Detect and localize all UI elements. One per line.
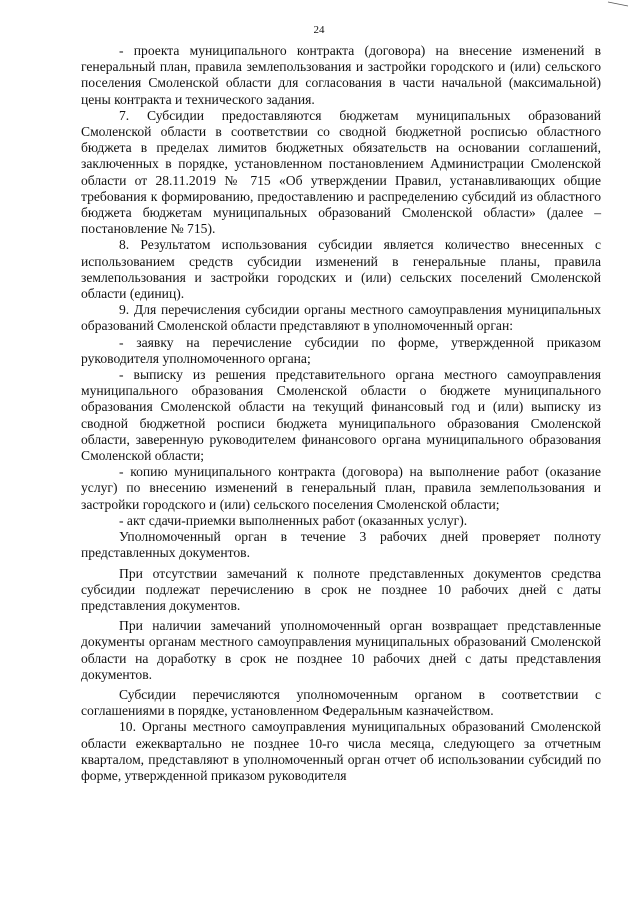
pen-mark xyxy=(606,0,630,10)
paragraph: При наличии замечаний уполномоченный орган возвращает представленные документы органам местного самоуправления муниципальных образований Смоленской области на доработку в срок не позднее 10 рабочих дней с даты представления документов. xyxy=(81,618,601,682)
paragraph: Субсидии перечисляются уполномоченным органом в соответствии с соглашениями в порядке, установленном Федеральным казначейством. xyxy=(81,686,601,719)
document-body xyxy=(81,43,601,784)
paragraph: - проекта муниципального контракта (договора) на внесение изменений в генеральный план, правила землепользования и застройки городского и (или) сельского поселения Смоленской области для согласования в части начальной (максимальной) цены контракта и технического задания. xyxy=(81,43,601,107)
paragraph: 7. Субсидии предоставляются бюджетам муниципальных образований Смоленской области в соответствии со сводной бюджетной росписью областного бюджета в пределах лимитов бюджетных обязательств на основании соглашений, заключенных в порядке, установленном постановлением Администрации Смоленской области от 28.11.2019 № 715 «Об утверждении Правил, устанавливающих общие требования к формированию, предоставлению и распределению субсидий из областного бюджета бюджетам муниципальных образований Смоленской области» (далее – постановление № 715). xyxy=(81,107,601,237)
page-number: 24 xyxy=(313,24,325,36)
paragraph: - копию муниципального контракта (договора) на выполнение работ (оказание услуг) по внесению изменений в генеральный план, правила землепользования и застройки городского и (или) сельского поселения Смоленской области; xyxy=(81,464,601,512)
paragraph: 10. Органы местного самоуправления муниципальных образований Смоленской области ежеквартально не позднее 10-го числа месяца, следующего за отчетным кварталом, представляют в уполномоченный орган отчет об использовании субсидий по форме, утвержденной приказом руководителя xyxy=(81,719,601,783)
paragraph: Уполномоченный орган в течение 3 рабочих дней проверяет полноту представленных документов. xyxy=(81,529,601,561)
paragraph: - выписку из решения представительного органа местного самоуправления муниципального образования Смоленской области о бюджете муниципального образования Смоленской области на текущий финансовый год и (или) выписку из сводной бюджетной росписи бюджета муниципального образования Смоленской области, заверенную руководителем финансового органа муниципального образования Смоленской области; xyxy=(81,367,601,464)
paragraph: При отсутствии замечаний к полноте представленных документов средства субсидии подлежат перечислению в срок не позднее 10 рабочих дней с даты представления документов. xyxy=(81,565,601,613)
paragraph: - акт сдачи-приемки выполненных работ (оказанных услуг). xyxy=(119,512,468,528)
paragraph: 9. Для перечисления субсидии органы местного самоуправления муниципальных образований Смоленской области представляют в уполномоченный орган: xyxy=(81,302,601,334)
paragraph: - заявку на перечисление субсидии по форме, утвержденной приказом руководителя уполномоченного органа; xyxy=(81,334,601,366)
paragraph: 8. Результатом использования субсидии является количество внесенных с использованием средств субсидии изменений в генеральные планы, правила землепользования и застройки городских и (или) сельских поселений Смоленской области (единиц). xyxy=(81,237,601,302)
